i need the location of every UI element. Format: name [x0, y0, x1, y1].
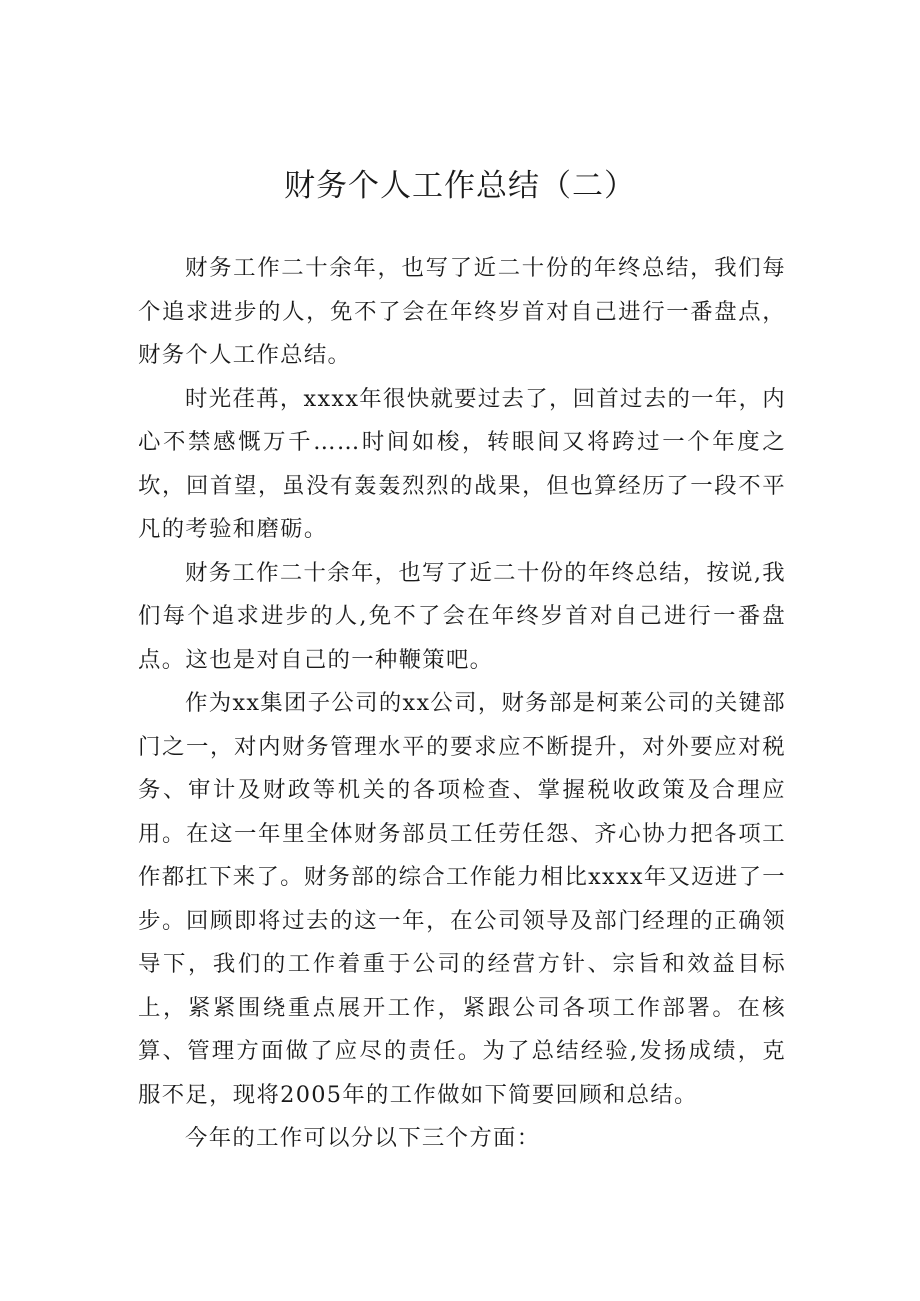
document-title: 财务个人工作总结（二） [284, 168, 636, 204]
paragraph-outline: 今年的工作可以分以下三个方面： [185, 1125, 541, 1151]
paragraph-department-review: 作为xx集团子公司的xx公司，财务部是柯莱公司的关键部门之一，对内财务管理水平的要求应不断提升，对外要应对税务、审计及财政等机关的各项检查、掌握税收政策及合理应用。在这一年里全体财务部员工任劳任怨、齐心协力把各项工作都扛下来了。财务部的综合工作能力相比xxxx年又迈进了一步。回顾即将过去的这一年，在公司领导及部门经理的正确领导下，我们的工作着重于公司的经营方针、宗旨和效益目标上，紧紧围绕重点展开工作，紧跟公司各项工作部署。在核算、管理方面做了应尽的责任。为了总结经验,发扬成绩，克服不足，现将2005年的工作做如下简要回顾和总结。 [138, 690, 786, 1108]
paragraph-motivation: 财务工作二十余年，也写了近二十份的年终总结，按说,我们每个追求进步的人,免不了会在年终岁首对自己进行一番盘点。这也是对自己的一种鞭策吧。 [138, 559, 786, 673]
paragraph-intro: 财务工作二十余年，也写了近二十份的年终总结，我们每个追求进步的人，免不了会在年终岁首对自己进行一番盘点，财务个人工作总结。 [138, 255, 786, 368]
paragraph-reflection: 时光荏苒，xxxx年很快就要过去了，回首过去的一年，内心不禁感慨万千……时间如梭，转眼间又将跨过一个年度之坎，回首望，虽没有轰轰烈烈的战果，但也算经历了一段不平凡的考验和磨砺。 [138, 385, 786, 542]
document-body [138, 247, 786, 1161]
